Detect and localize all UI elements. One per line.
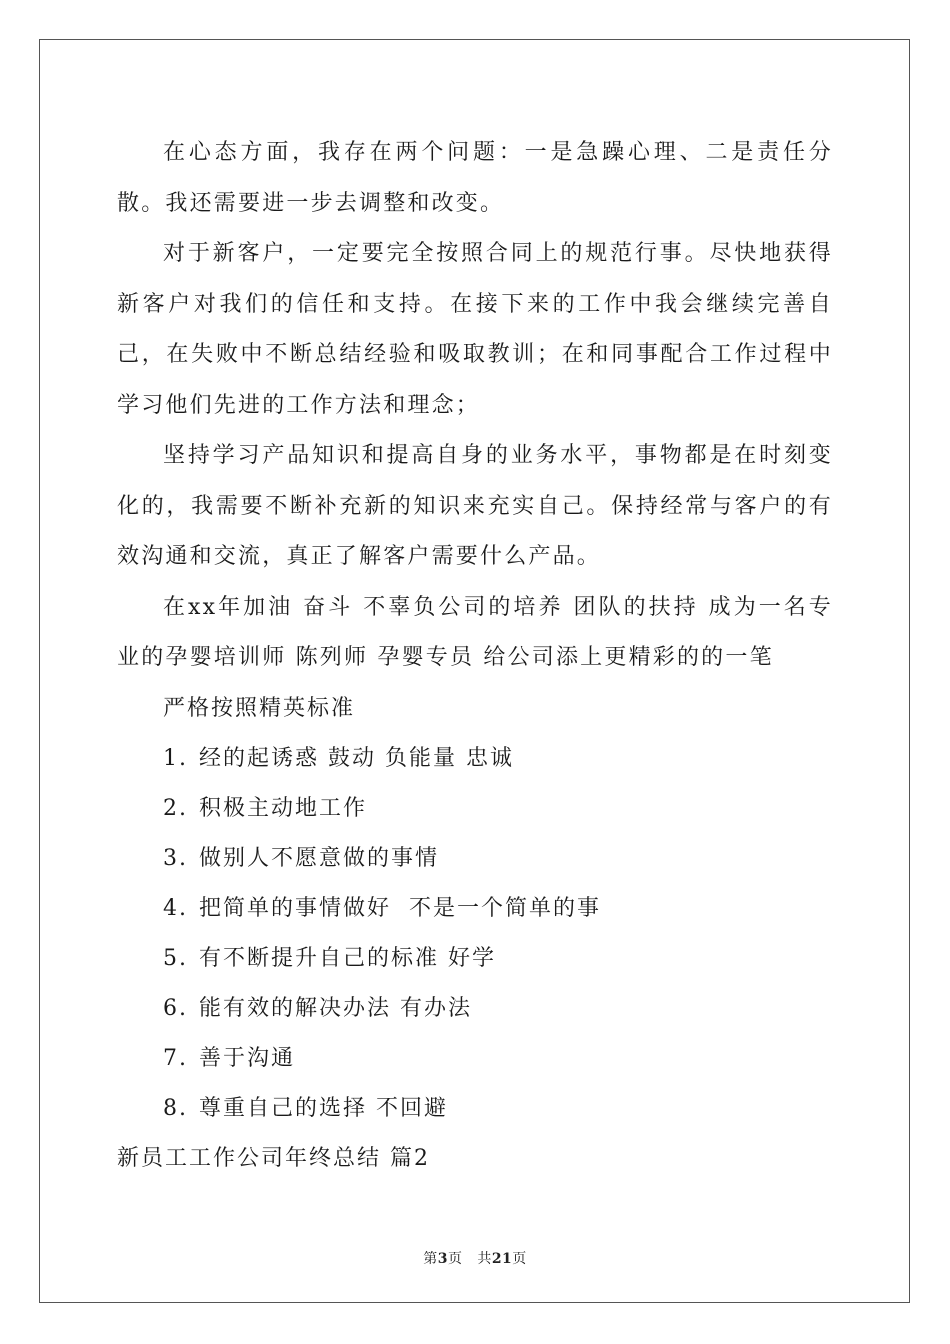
paragraph-goals: 在xx年加油 奋斗 不辜负公司的培养 团队的扶持 成为一名专业的孕婴培训师 陈列师 孕婴专员 给公司添上更精彩的的一笔 — [117, 594, 833, 670]
standards-list — [117, 734, 833, 1134]
list-item-text: 经的起诱惑 鼓动 负能量 忠诚 — [199, 746, 514, 771]
list-item — [117, 884, 833, 934]
list-item-text: 能有效的解决办法 有办法 — [199, 996, 472, 1021]
paragraph-mindset: 在心态方面，我存在两个问题：一是急躁心理、二是责任分散。我还需要进一步去调整和改变。 — [117, 140, 833, 216]
list-item-number: 7. — [163, 1046, 188, 1071]
list-item-number: 8. — [163, 1096, 188, 1121]
list-item — [117, 934, 833, 984]
page-prefix: 第 — [423, 1251, 438, 1267]
total-unit: 页 — [512, 1251, 527, 1267]
list-item-text: 把简单的事情做好 不是一个简单的事 — [199, 896, 601, 921]
list-item-number: 1. — [163, 746, 188, 771]
list-item — [117, 984, 833, 1034]
list-item-number: 2. — [163, 796, 188, 821]
list-item — [117, 834, 833, 884]
list-item-number: 4. — [163, 896, 188, 921]
paragraph-learning: 坚持学习产品知识和提高自身的业务水平，事物都是在时刻变化的，我需要不断补充新的知识来充实自己。保持经常与客户的有效沟通和交流，真正了解客户需要什么产品。 — [117, 443, 833, 569]
list-item-text: 尊重自己的选择 不回避 — [199, 1096, 448, 1121]
list-item — [117, 1034, 833, 1084]
page-total: 21 — [491, 1251, 513, 1267]
page-unit: 页 — [447, 1251, 463, 1267]
paragraph-new-clients: 对于新客户，一定要完全按照合同上的规范行事。尽快地获得新客户对我们的信任和支持。在接下来的工作中我会继续完善自己，在失败中不断总结经验和吸取教训；在和同事配合工作过程中学习他们先进的工作方法和理念； — [117, 241, 833, 418]
page-current: 3 — [437, 1251, 448, 1267]
list-item-number: 3. — [163, 846, 188, 871]
list-item-text: 善于沟通 — [199, 1046, 296, 1071]
list-item-number: 6. — [163, 996, 188, 1021]
list-item-text: 积极主动地工作 — [199, 796, 368, 821]
list-item-number: 5. — [163, 946, 188, 971]
list-item — [117, 784, 833, 834]
list-item — [117, 734, 833, 784]
section-heading: 新员工工作公司年终总结 篇2 — [117, 1146, 430, 1171]
page-footer — [0, 1248, 950, 1268]
standard-line: 严格按照精英标准 — [163, 695, 356, 721]
total-prefix: 共 — [477, 1251, 492, 1267]
list-item-text: 做别人不愿意做的事情 — [199, 846, 440, 871]
document-body — [117, 128, 833, 1184]
list-item-text: 有不断提升自己的标准 好学 — [199, 946, 496, 971]
list-item — [117, 1084, 833, 1134]
